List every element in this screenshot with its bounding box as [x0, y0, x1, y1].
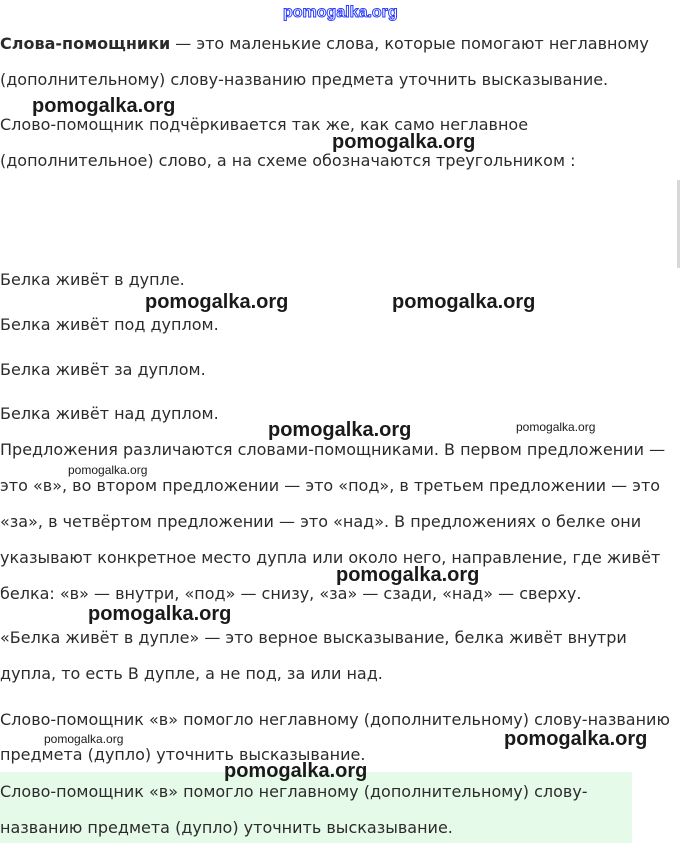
answer-line-1: Слово-помощник «в» помогло неглавному (дополнительному) слову-: [0, 782, 588, 801]
watermark: pomogalka.org: [32, 95, 176, 117]
watermark: pomogalka.org: [44, 732, 124, 746]
explanation-line-5: белка: «в» — внутри, «под» — снизу, «за» — сзади, «над» — сверху.: [0, 584, 582, 603]
answer-line-2: названию предмета (дупло) уточнить высказывание.: [0, 818, 453, 837]
watermark: pomogalka.org: [88, 603, 232, 625]
explanation-line-2: это «в», во втором предложении — это «под», в третьем предложении — это: [0, 476, 661, 495]
watermark: pomogalka.org: [336, 564, 480, 586]
watermark: pomogalka.org: [224, 760, 368, 782]
intro-line-4: (дополнительное) слово, а на схеме обозначаются треугольником :: [0, 151, 576, 170]
sentence-3: Белка живёт за дуплом.: [0, 360, 206, 379]
conclusion-line-2: предмета (дупло) уточнить высказывание.: [0, 745, 366, 764]
explanation-line-1: Предложения различаются словами-помощниками. В первом предложении —: [0, 440, 666, 459]
watermark: pomogalka.org: [145, 291, 289, 313]
correct-line-1: «Белка живёт в дупле» — это верное высказывание, белка живёт внутри: [0, 628, 627, 647]
intro-line-1: Слова-помощники — это маленькие слова, которые помогают неглавному: [0, 34, 649, 53]
watermark: pomogalka.org: [504, 728, 648, 750]
intro-line-2: (дополнительному) слову-названию предмета уточнить высказывание.: [0, 70, 609, 89]
watermark-top: pomogalka.org: [283, 4, 398, 21]
explanation-line-4: указывают конкретное место дупла или около него, направление, где живёт: [0, 548, 661, 567]
conclusion-line-1: Слово-помощник «в» помогло неглавному (дополнительному) слову-названию: [0, 710, 670, 729]
watermark: pomogalka.org: [392, 291, 536, 313]
watermark: pomogalka.org: [516, 420, 596, 434]
explanation-line-3: «за», в четвёртом предложении — это «над». В предложениях о белке они: [0, 512, 642, 531]
sentence-2: Белка живёт под дуплом.: [0, 315, 219, 334]
sentence-4: Белка живёт над дуплом.: [0, 404, 219, 423]
correct-line-2: дупла, то есть В дупле, а не под, за или над.: [0, 664, 383, 683]
watermark: pomogalka.org: [268, 419, 412, 441]
intro-line-3: Слово-помощник подчёркивается так же, как само неглавное: [0, 115, 529, 134]
sentence-1: Белка живёт в дупле.: [0, 270, 185, 289]
term-bold: Слова-помощники: [0, 34, 171, 53]
watermark: pomogalka.org: [332, 131, 476, 153]
watermark: pomogalka.org: [68, 463, 148, 477]
